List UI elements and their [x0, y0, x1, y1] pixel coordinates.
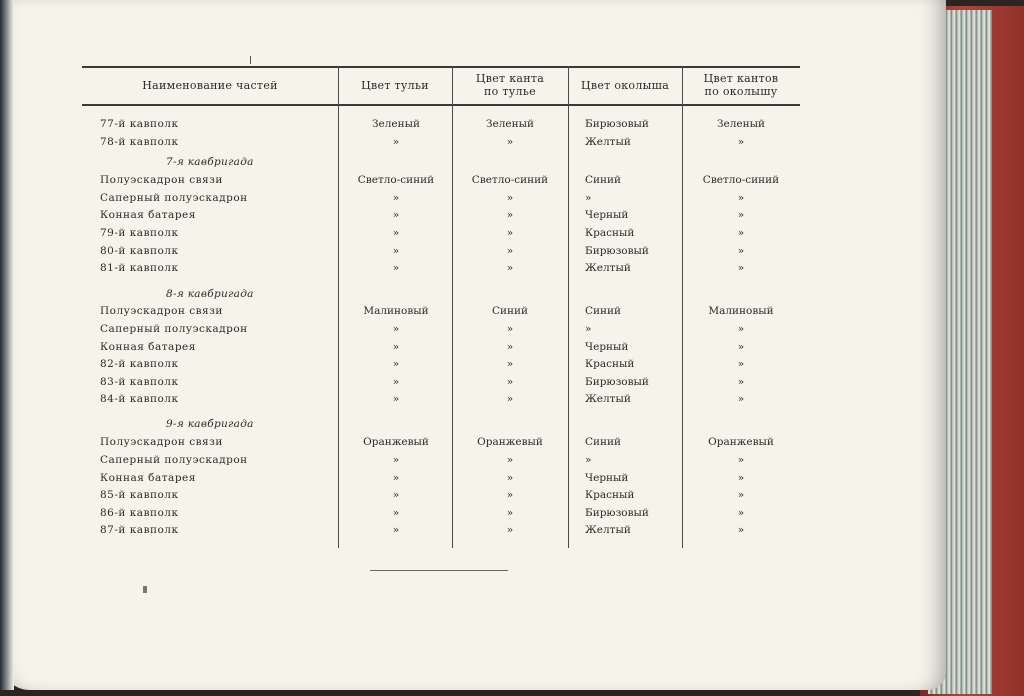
okolysh-color-cell: Бирюзовый: [585, 376, 649, 388]
unit-name-cell: Полуэскадрон связи: [100, 174, 223, 186]
okolysh-color-cell: Черный: [585, 472, 629, 484]
kant-tulia-color-cell: »: [506, 454, 514, 466]
kant-tulia-color-cell: »: [506, 393, 514, 405]
unit-name-cell: Конная батарея: [100, 472, 196, 484]
okolysh-color-cell: »: [585, 192, 592, 204]
kant-tulia-color-cell: »: [506, 262, 514, 274]
unit-name-cell: 77-й кавполк: [100, 118, 179, 130]
table-row: [82, 454, 800, 472]
kant-okolysh-color-cell: »: [737, 192, 745, 204]
kant-tulia-color-cell: »: [506, 358, 514, 370]
unit-name-cell: Конная батарея: [100, 341, 196, 353]
tulia-color-cell: »: [392, 524, 400, 536]
table-row: [82, 507, 800, 525]
header-kant-tulia: Цвет канта по тулье: [475, 72, 545, 98]
kant-tulia-color-cell: »: [506, 192, 514, 204]
kant-tulia-color-cell: »: [506, 341, 514, 353]
unit-name-cell: 84-й кавполк: [100, 393, 179, 405]
unit-name-cell: 83-й кавполк: [100, 376, 179, 388]
unit-name-cell: 78-й кавполк: [100, 136, 179, 148]
tulia-color-cell: »: [392, 323, 400, 335]
okolysh-color-cell: Бирюзовый: [585, 245, 649, 257]
okolysh-color-cell: »: [585, 323, 592, 335]
tulia-color-cell: »: [392, 358, 400, 370]
table-row: [82, 245, 800, 263]
okolysh-color-cell: Синий: [585, 436, 622, 448]
unit-name-cell: Полуэскадрон связи: [100, 305, 223, 317]
okolysh-color-cell: Желтый: [585, 524, 631, 536]
unit-name-cell: 82-й кавполк: [100, 358, 179, 370]
kant-okolysh-color-cell: »: [737, 393, 745, 405]
kant-okolysh-color-cell: »: [737, 323, 745, 335]
kant-okolysh-color-cell: Зеленый: [717, 118, 765, 130]
kant-okolysh-color-cell: »: [737, 524, 745, 536]
tulia-color-cell: »: [392, 341, 400, 353]
kant-okolysh-color-cell: »: [737, 245, 745, 257]
table-row: [82, 376, 800, 394]
margin-mark: [250, 56, 251, 64]
okolysh-color-cell: Черный: [585, 209, 629, 221]
brigade-subheader: 8-я кавбригада: [166, 288, 254, 300]
kant-tulia-color-cell: »: [506, 209, 514, 221]
header-tulia: Цвет тульи: [361, 78, 429, 92]
kant-okolysh-color-cell: »: [737, 489, 745, 501]
okolysh-color-cell: Синий: [585, 174, 622, 186]
tulia-color-cell: »: [392, 209, 400, 221]
table-row: [82, 136, 800, 154]
okolysh-color-cell: Черный: [585, 341, 629, 353]
page-mark: [143, 586, 147, 593]
kant-tulia-color-cell: »: [506, 507, 514, 519]
kant-okolysh-color-cell: »: [737, 472, 745, 484]
tulia-color-cell: »: [392, 136, 400, 148]
kant-tulia-color-cell: »: [506, 472, 514, 484]
unit-name-cell: Саперный полуэскадрон: [100, 454, 248, 466]
tulia-color-cell: »: [392, 489, 400, 501]
table-row: [82, 209, 800, 227]
uniform-colors-table: [82, 66, 800, 550]
unit-name-cell: Конная батарея: [100, 209, 196, 221]
tulia-color-cell: »: [392, 245, 400, 257]
kant-okolysh-color-cell: »: [737, 507, 745, 519]
tulia-color-cell: »: [392, 472, 400, 484]
kant-tulia-color-cell: Зеленый: [486, 118, 534, 130]
table-row: [82, 305, 800, 323]
okolysh-color-cell: Синий: [585, 305, 622, 317]
kant-tulia-color-cell: Синий: [491, 305, 529, 317]
kant-okolysh-color-cell: Светло-синий: [702, 174, 780, 186]
kant-tulia-color-cell: Оранжевый: [477, 436, 543, 448]
tulia-color-cell: Малиновый: [363, 305, 429, 317]
brigade-subheader: 9-я кавбригада: [166, 418, 254, 430]
unit-name-cell: 79-й кавполк: [100, 227, 179, 239]
unit-name-cell: 87-й кавполк: [100, 524, 179, 536]
kant-tulia-color-cell: »: [506, 524, 514, 536]
okolysh-color-cell: Желтый: [585, 136, 631, 148]
kant-okolysh-color-cell: »: [737, 376, 745, 388]
table-row: [82, 341, 800, 359]
okolysh-color-cell: Красный: [585, 489, 635, 501]
unit-name-cell: Саперный полуэскадрон: [100, 192, 248, 204]
kant-tulia-color-cell: »: [506, 136, 514, 148]
tulia-color-cell: »: [392, 192, 400, 204]
okolysh-color-cell: Желтый: [585, 393, 631, 405]
tulia-color-cell: »: [392, 376, 400, 388]
table-row: [82, 393, 800, 411]
okolysh-color-cell: Красный: [585, 358, 635, 370]
okolysh-color-cell: »: [585, 454, 592, 466]
unit-name-cell: 81-й кавполк: [100, 262, 179, 274]
unit-name-cell: 85-й кавполк: [100, 489, 179, 501]
table-row: [82, 489, 800, 507]
kant-okolysh-color-cell: »: [737, 358, 745, 370]
tulia-color-cell: »: [392, 393, 400, 405]
kant-okolysh-color-cell: »: [737, 209, 745, 221]
table-header-rule: [82, 104, 800, 106]
kant-tulia-color-cell: »: [506, 489, 514, 501]
table-row: [82, 472, 800, 490]
kant-tulia-color-cell: »: [506, 245, 514, 257]
end-rule: [370, 570, 508, 571]
unit-name-cell: 80-й кавполк: [100, 245, 179, 257]
brigade-subheader: 7-я кавбригада: [166, 156, 254, 168]
kant-okolysh-color-cell: »: [737, 262, 745, 274]
kant-okolysh-color-cell: »: [737, 454, 745, 466]
header-kant-okolysh: Цвет кантов по околышу: [703, 72, 779, 98]
okolysh-color-cell: Красный: [585, 227, 635, 239]
unit-name-cell: Саперный полуэскадрон: [100, 323, 248, 335]
okolysh-color-cell: Бирюзовый: [585, 507, 649, 519]
table-row: [82, 436, 800, 454]
tulia-color-cell: Светло-синий: [357, 174, 435, 186]
table-row: [82, 192, 800, 210]
kant-okolysh-color-cell: »: [737, 227, 745, 239]
table-row: [82, 323, 800, 341]
okolysh-color-cell: Бирюзовый: [585, 118, 649, 130]
kant-okolysh-color-cell: Малиновый: [708, 305, 774, 317]
tulia-color-cell: »: [392, 262, 400, 274]
tulia-color-cell: »: [392, 227, 400, 239]
table-row: [82, 174, 800, 192]
table-row: [82, 118, 800, 136]
header-okolysh: Цвет околыша: [580, 78, 670, 92]
tulia-color-cell: Оранжевый: [363, 436, 429, 448]
kant-okolysh-color-cell: »: [737, 341, 745, 353]
kant-tulia-color-cell: »: [506, 227, 514, 239]
tulia-color-cell: »: [392, 507, 400, 519]
kant-okolysh-color-cell: Оранжевый: [708, 436, 774, 448]
header-name: Наименование частей: [142, 78, 278, 92]
okolysh-color-cell: Желтый: [585, 262, 631, 274]
table-row: [82, 262, 800, 280]
kant-tulia-color-cell: Светло-синий: [471, 174, 549, 186]
kant-tulia-color-cell: »: [506, 376, 514, 388]
kant-tulia-color-cell: »: [506, 323, 514, 335]
table-row: [82, 524, 800, 542]
table-row: [82, 227, 800, 245]
kant-okolysh-color-cell: »: [737, 136, 745, 148]
tulia-color-cell: »: [392, 454, 400, 466]
unit-name-cell: 86-й кавполк: [100, 507, 179, 519]
tulia-color-cell: Зеленый: [372, 118, 420, 130]
unit-name-cell: Полуэскадрон связи: [100, 436, 223, 448]
table-row: [82, 358, 800, 376]
